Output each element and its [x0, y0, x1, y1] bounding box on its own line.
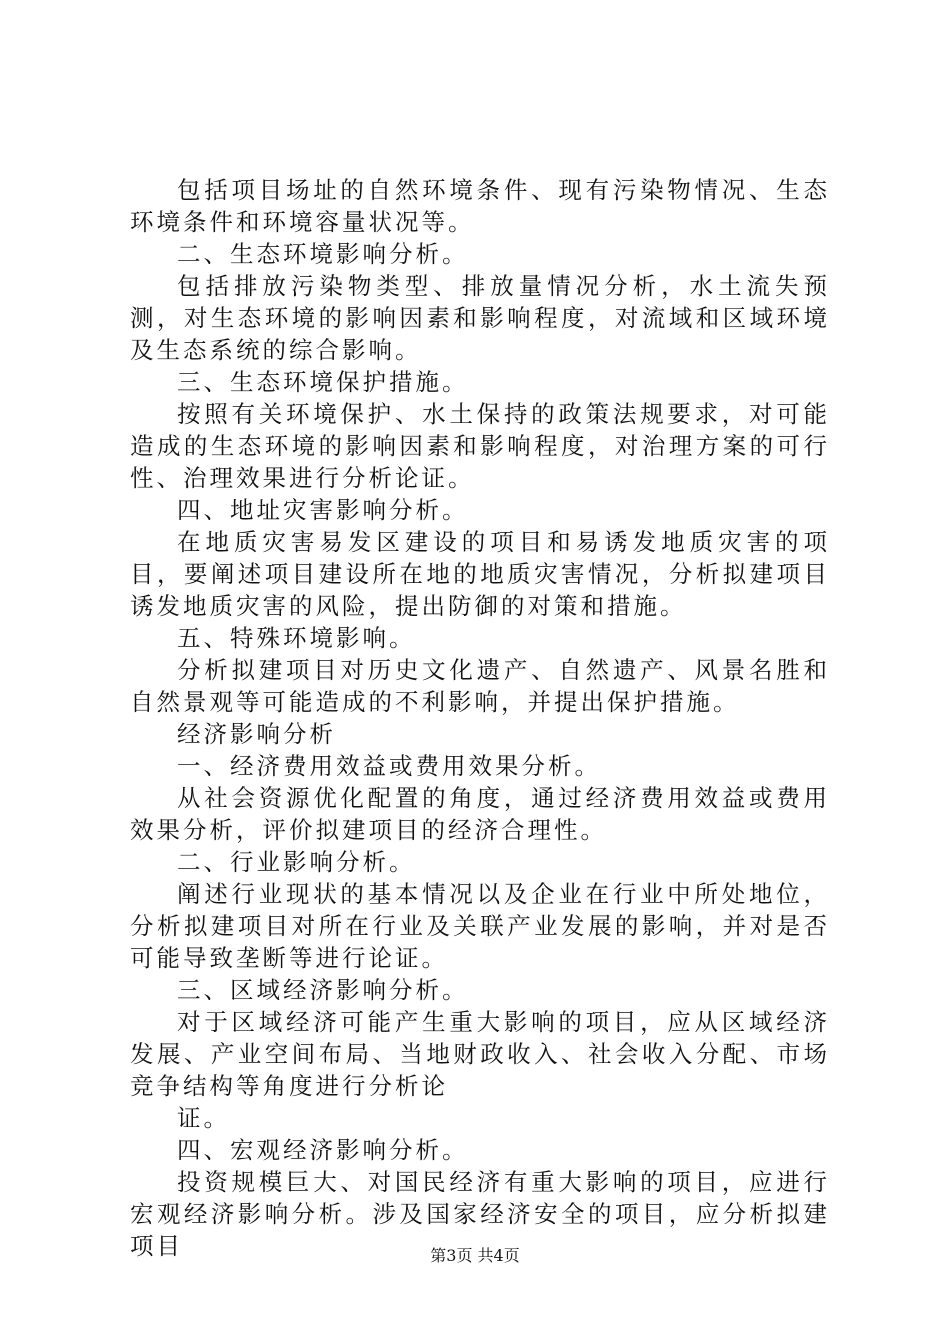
- section-heading: 二、行业影响分析。: [177, 848, 416, 876]
- paragraph: 投资规模巨大、对国民经济有重大影响的项目，应进行宏观经济影响分析。涉及国家经济安全的项目，应分析拟建项目: [130, 1168, 830, 1260]
- paragraph: 对于区域经济可能产生重大影响的项目，应从区域经济发展、产业空间布局、当地财政收入、社会收入分配、市场竞争结构等角度进行分析论: [130, 1008, 830, 1100]
- section-heading: 一、经济费用效益或费用效果分析。: [177, 752, 601, 780]
- chapter-heading: 经济影响分析: [177, 720, 336, 748]
- paragraph-continuation: 证。: [177, 1104, 230, 1132]
- section-heading: 四、宏观经济影响分析。: [177, 1136, 469, 1164]
- document-body: [130, 174, 830, 1262]
- paragraph: 从社会资源优化配置的角度，通过经济费用效益或费用效果分析，评价拟建项目的经济合理性。: [130, 784, 830, 844]
- section-heading: 三、生态环境保护措施。: [177, 368, 469, 396]
- paragraph: 包括排放污染物类型、排放量情况分析，水土流失预测，对生态环境的影响因素和影响程度，对流域和区域环境及生态系统的综合影响。: [130, 272, 830, 364]
- section-heading: 三、区域经济影响分析。: [177, 976, 469, 1004]
- paragraph: 在地质灾害易发区建设的项目和易诱发地质灾害的项目，要阐述项目建设所在地的地质灾害情况，分析拟建项目诱发地质灾害的风险，提出防御的对策和措施。: [130, 528, 830, 620]
- section-heading: 五、特殊环境影响。: [177, 624, 416, 652]
- section-heading: 四、地址灾害影响分析。: [177, 496, 469, 524]
- section-heading: 二、生态环境影响分析。: [177, 240, 469, 268]
- paragraph: 按照有关环境保护、水土保持的政策法规要求，对可能造成的生态环境的影响因素和影响程度，对治理方案的可行性、治理效果进行分析论证。: [130, 400, 830, 492]
- page-footer: 第3页 共4页: [430, 1246, 520, 1265]
- paragraph: 包括项目场址的自然环境条件、现有污染物情况、生态环境条件和环境容量状况等。: [130, 176, 830, 236]
- paragraph: 阐述行业现状的基本情况以及企业在行业中所处地位，分析拟建项目对所在行业及关联产业发展的影响，并对是否可能导致垄断等进行论证。: [130, 880, 830, 972]
- paragraph: 分析拟建项目对历史文化遗产、自然遗产、风景名胜和自然景观等可能造成的不利影响，并提出保护措施。: [130, 656, 830, 716]
